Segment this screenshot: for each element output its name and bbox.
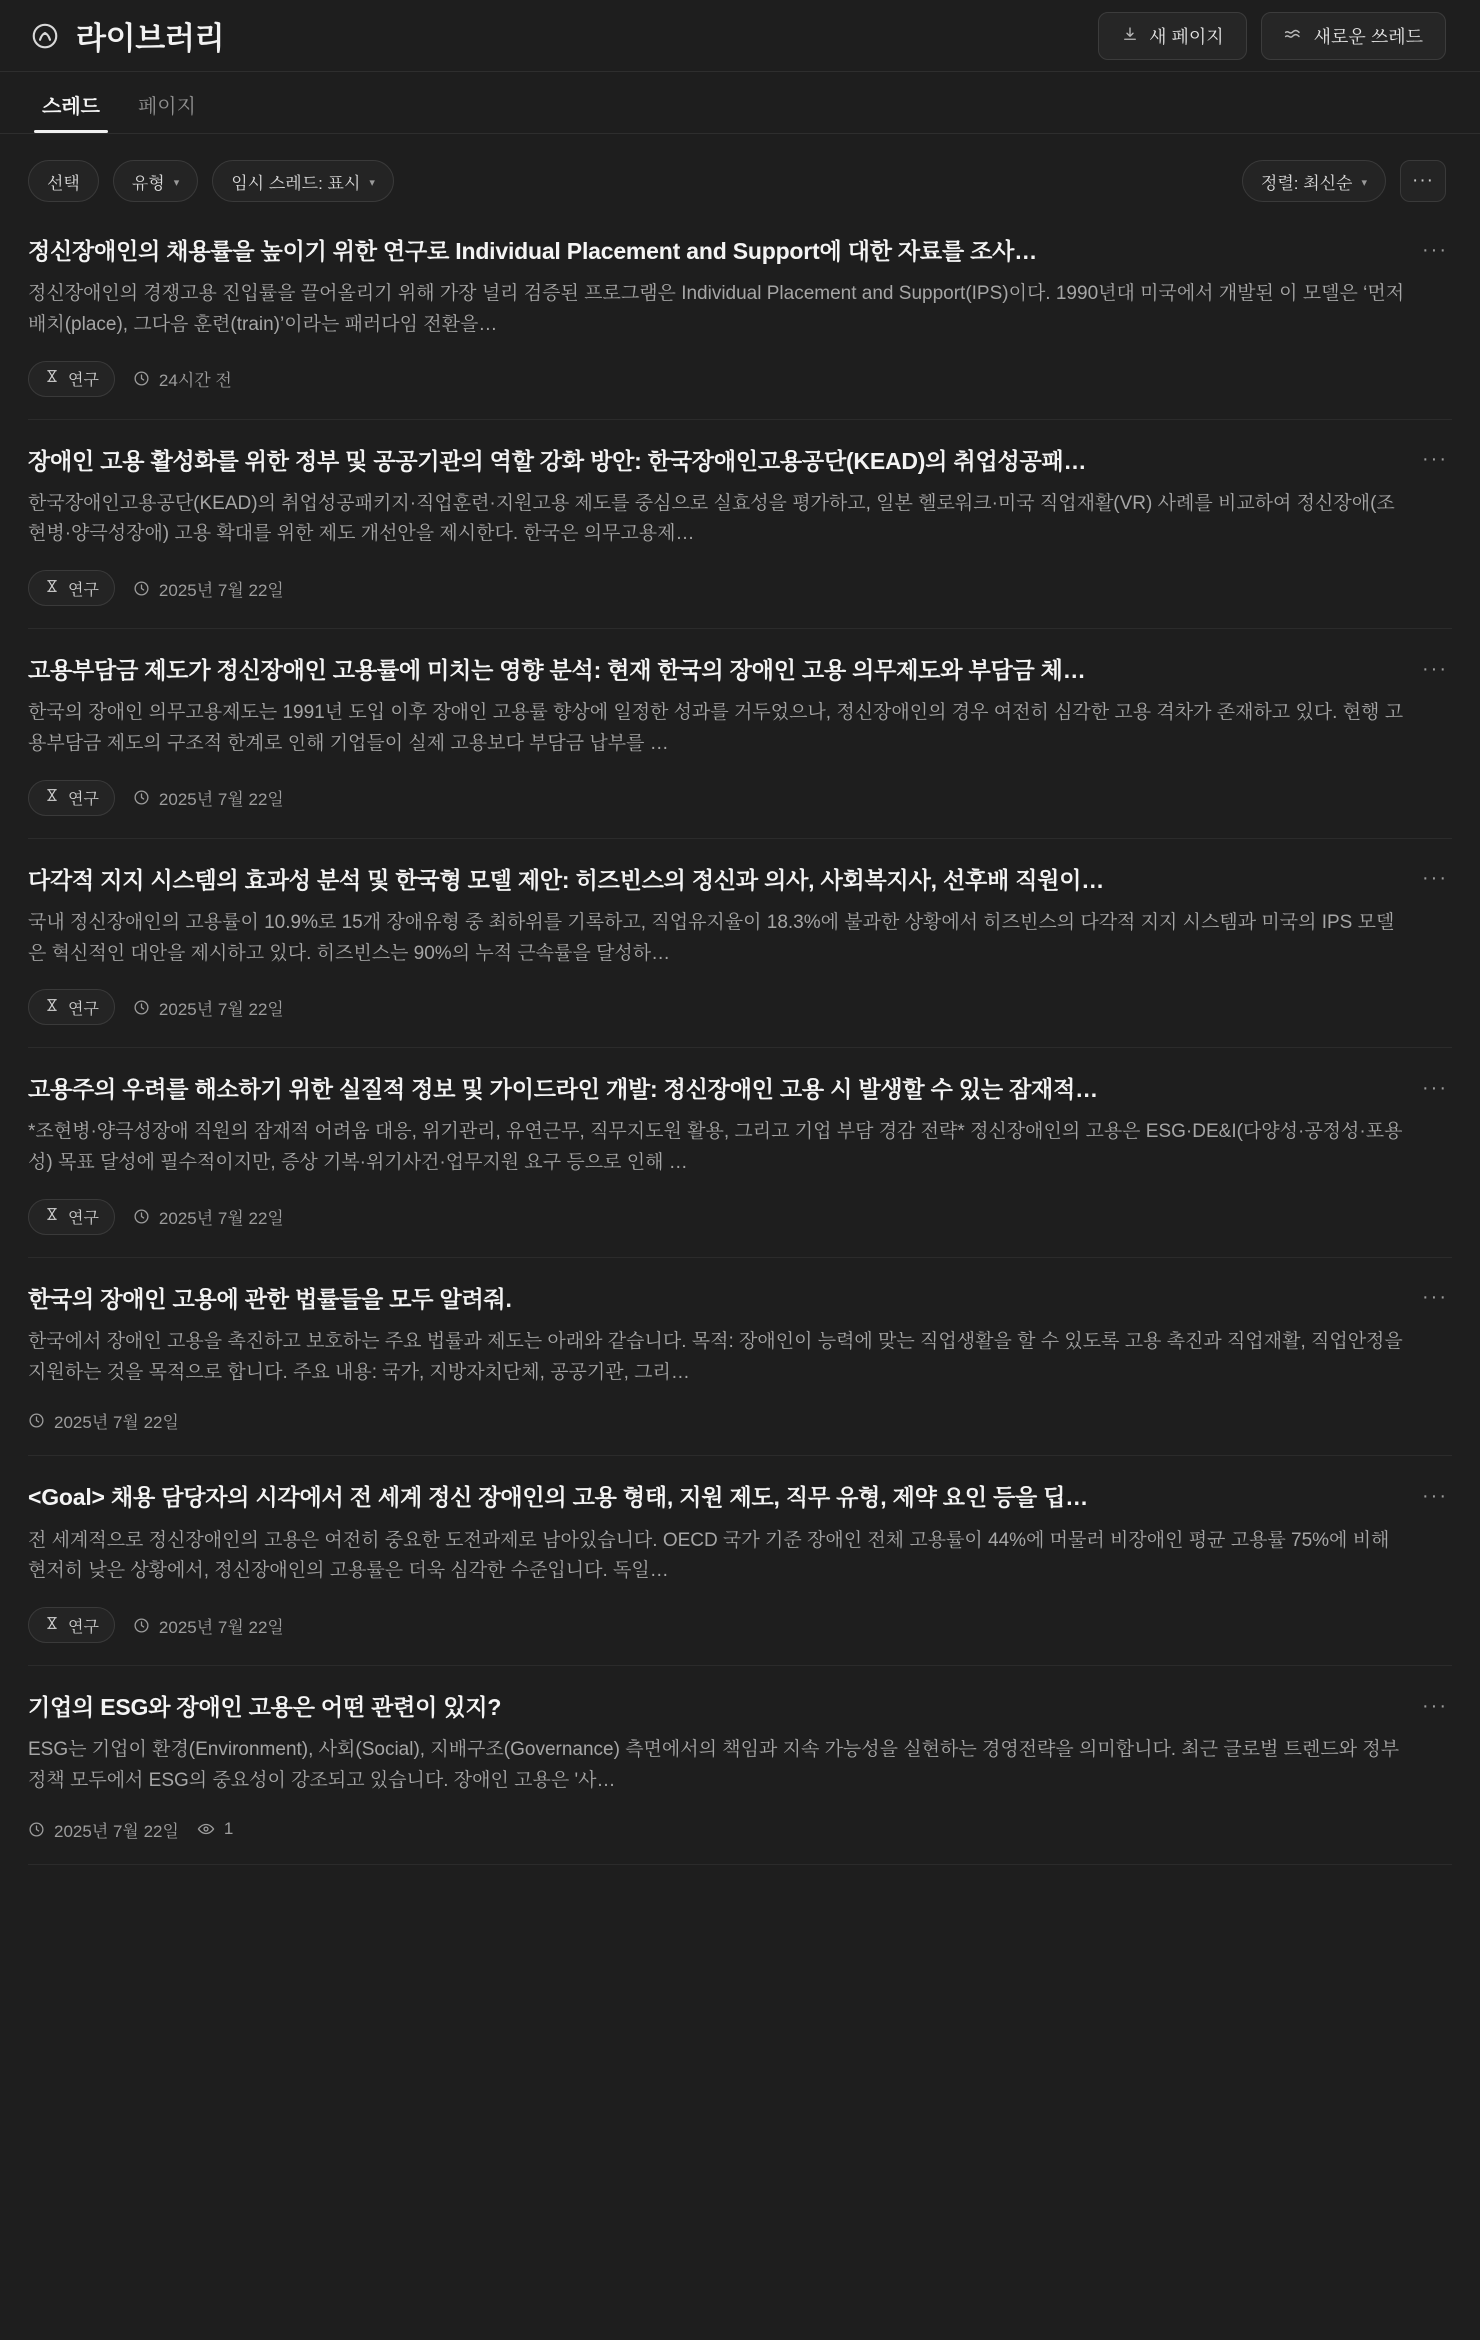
thread-tag-label: 연구 bbox=[68, 1210, 99, 1228]
thread-views-count: 1 bbox=[223, 1819, 234, 1839]
thread-date-label: 2025년 7월 22일 bbox=[158, 1617, 284, 1637]
sort-dropdown[interactable] bbox=[1242, 160, 1386, 202]
thread-meta bbox=[28, 1408, 1412, 1433]
thread-date bbox=[133, 1204, 284, 1229]
thread-snippet: 정신장애인의 경쟁고용 진입률을 끌어올리기 위해 가장 널리 검증된 프로그램은 Individual Placement and Support(IPS)이다. 1990년대 미국에서 개발된 이 모델은 ‘먼저 배치(place), 그다음 훈련(train)’이라는 패러다임 전환을… bbox=[28, 283, 1405, 335]
thread-tag bbox=[28, 1607, 115, 1643]
thread-title[interactable]: 정신장애인의 채용률을 높이기 위한 연구로 Individual Placement and Support에 대한 자료를 조사… bbox=[28, 238, 1037, 264]
thread-title[interactable]: 한국의 장애인 고용에 관한 법률들을 모두 알려줘. bbox=[28, 1285, 512, 1312]
research-flask-icon bbox=[44, 997, 60, 1018]
new-thread-label: 새로운 쓰레드 bbox=[1313, 26, 1423, 47]
more-options-button[interactable] bbox=[1400, 160, 1446, 202]
thread-meta bbox=[28, 361, 1412, 397]
thread-date-label: 2025년 7월 22일 bbox=[158, 999, 284, 1019]
new-page-button[interactable] bbox=[1098, 12, 1247, 60]
thread-meta bbox=[28, 1199, 1412, 1235]
thread-list bbox=[0, 224, 1480, 1865]
thread-date-label: 2025년 7월 22일 bbox=[158, 790, 284, 810]
thread-tag-label: 연구 bbox=[68, 1000, 99, 1018]
tab-pages[interactable]: 페이지 bbox=[124, 90, 210, 133]
thread-snippet: 한국의 장애인 의무고용제도는 1991년 도입 이후 장애인 고용률 향상에 일정한 성과를 거두었으나, 정신장애인의 경우 여전히 심각한 고용 격차가 존재하고 있다. 현행 고용부담금 제도의 구조적 한계로 인해 기업들이 실제 고용보다 부담금 납부를 … bbox=[28, 702, 1404, 754]
research-flask-icon bbox=[44, 1615, 60, 1636]
research-flask-icon bbox=[44, 368, 60, 389]
thread-meta bbox=[28, 570, 1412, 606]
clock-icon bbox=[28, 1412, 45, 1429]
thread-date-label: 2025년 7월 22일 bbox=[54, 1821, 179, 1841]
thread-date bbox=[28, 1817, 179, 1842]
thread-date-label: 2025년 7월 22일 bbox=[158, 1209, 284, 1229]
thread-more-button[interactable]: ··· bbox=[1422, 867, 1448, 890]
ellipsis-icon: ··· bbox=[1412, 170, 1434, 191]
clock-icon bbox=[28, 1821, 45, 1838]
chevron-down-icon: ▾ bbox=[1361, 176, 1367, 189]
thread-tag bbox=[28, 570, 115, 606]
compass-icon bbox=[28, 19, 62, 53]
thread-more-button[interactable]: ··· bbox=[1422, 448, 1448, 471]
thread-more-button[interactable]: ··· bbox=[1422, 657, 1448, 680]
thread-date bbox=[133, 576, 284, 601]
thread-title[interactable]: 장애인 고용 활성화를 위한 정부 및 공공기관의 역할 강화 방안: 한국장애인고용공단(KEAD)의 취업성공패… bbox=[28, 447, 1087, 474]
thread-title[interactable]: 기업의 ESG와 장애인 고용은 어떤 관련이 있지? bbox=[28, 1694, 502, 1721]
clock-icon bbox=[133, 1208, 150, 1225]
thread-tag bbox=[28, 361, 115, 397]
clock-icon bbox=[133, 789, 150, 806]
thread-date-label: 2025년 7월 22일 bbox=[54, 1413, 179, 1433]
waves-icon bbox=[1284, 26, 1304, 45]
thread-date bbox=[133, 995, 284, 1020]
tab-threads[interactable]: 스레드 bbox=[28, 90, 114, 133]
thread-snippet: 한국장애인고용공단(KEAD)의 취업성공패키지·직업훈련·지원고용 제도를 중심으로 실효성을 평가하고, 일본 헬로워크·미국 직업재활(VR) 사례를 비교하여 정신장애(조현병·양극성장애) 고용 확대를 위한 제도 개선안을 제시한다. 한국은 의무고용제… bbox=[28, 492, 1395, 545]
thread-more-button[interactable]: ··· bbox=[1422, 1484, 1448, 1507]
thread-item[interactable] bbox=[28, 420, 1452, 630]
thread-snippet: *조현병·양극성장애 직원의 잠재적 어려움 대응, 위기관리, 유연근무, 직무지도원 활용, 그리고 기업 부담 경감 전략* 정신장애인의 고용은 ESG·DE&I(다양성·공정성·포용성) 목표 달성에 필수적이지만, 증상 기복·위기사건·업무지원 요구 등으로 인해 … bbox=[28, 1121, 1403, 1174]
thread-date-label: 2025년 7월 22일 bbox=[158, 580, 284, 600]
research-flask-icon bbox=[44, 1206, 60, 1227]
thread-tag-label: 연구 bbox=[68, 1618, 99, 1636]
thread-tag bbox=[28, 1199, 115, 1235]
thread-snippet: ESG는 기업이 환경(Environment), 사회(Social), 지배구조(Governance) 측면에서의 책임과 지속 가능성을 실현하는 경영전략을 의미합니다. 최근 글로벌 트렌드와 정부 정책 모두에서 ESG의 중요성이 강조되고 있습니다. 장애인 고용은 '사… bbox=[28, 1739, 1400, 1791]
new-thread-button[interactable] bbox=[1261, 12, 1446, 60]
thread-item[interactable] bbox=[28, 839, 1452, 1049]
thread-item[interactable] bbox=[28, 1456, 1452, 1666]
type-filter[interactable] bbox=[113, 160, 198, 202]
thread-item[interactable] bbox=[28, 1048, 1452, 1258]
clock-icon bbox=[133, 1617, 150, 1634]
download-page-icon bbox=[1121, 25, 1139, 46]
thread-snippet: 전 세계적으로 정신장애인의 고용은 여전히 중요한 도전과제로 남아있습니다. OECD 국가 기준 장애인 전체 고용률이 44%에 머물러 비장애인 평균 고용률 75%에 비해 현저히 낮은 상황에서, 정신장애인의 고용률은 더욱 심각한 수준입니다. 독일… bbox=[28, 1529, 1390, 1582]
thread-snippet: 한국에서 장애인 고용을 촉진하고 보호하는 주요 법률과 제도는 아래와 같습니다. 목적: 장애인이 능력에 맞는 직업생활을 할 수 있도록 고용 촉진과 직업재활, 직업안정을 지원하는 것을 목적으로 합니다. 주요 내용: 국가, 지방자치단체, 공공기관, 그리… bbox=[28, 1330, 1403, 1383]
chevron-down-icon: ▾ bbox=[173, 176, 180, 189]
thread-date bbox=[133, 785, 284, 810]
thread-tag-label: 연구 bbox=[68, 581, 99, 599]
research-flask-icon bbox=[44, 578, 60, 599]
new-page-label: 새 페이지 bbox=[1149, 26, 1224, 47]
research-flask-icon bbox=[44, 787, 60, 808]
app-header bbox=[0, 0, 1480, 72]
clock-icon bbox=[133, 999, 150, 1016]
thread-item[interactable] bbox=[28, 224, 1452, 420]
brand bbox=[28, 13, 224, 58]
thread-date bbox=[133, 366, 232, 391]
temp-thread-filter-label: 임시 스레드: 표시 bbox=[231, 173, 361, 193]
filter-bar bbox=[0, 134, 1480, 224]
thread-tag-label: 연구 bbox=[68, 791, 99, 809]
clock-icon bbox=[133, 370, 150, 387]
thread-date-label: 24시간 전 bbox=[158, 371, 232, 391]
page-title: 라이브러리 bbox=[76, 21, 225, 56]
thread-more-button[interactable]: ··· bbox=[1422, 1076, 1448, 1099]
thread-date bbox=[133, 1613, 284, 1638]
type-filter-label: 유형 bbox=[131, 173, 165, 193]
thread-title[interactable]: 고용부담금 제도가 정신장애인 고용률에 미치는 영향 분석: 현재 한국의 장애인 고용 의무제도와 부담금 체… bbox=[28, 657, 1086, 684]
thread-meta bbox=[28, 780, 1412, 816]
thread-date bbox=[28, 1408, 179, 1433]
thread-views bbox=[197, 1819, 233, 1839]
thread-more-button[interactable]: ··· bbox=[1422, 1694, 1448, 1717]
thread-tag bbox=[28, 989, 115, 1025]
thread-meta bbox=[28, 1817, 1412, 1842]
thread-title[interactable]: <Goal> 채용 담당자의 시각에서 전 세계 정신 장애인의 고용 형태, 지원 제도, 직무 유형, 제약 요인 등을 딥… bbox=[28, 1484, 1089, 1511]
thread-more-button[interactable]: ··· bbox=[1422, 1286, 1448, 1309]
thread-meta bbox=[28, 989, 1412, 1025]
chevron-down-icon: ▾ bbox=[369, 176, 375, 189]
tab-bar bbox=[0, 72, 1480, 134]
clock-icon bbox=[133, 580, 150, 597]
thread-snippet: 국내 정신장애인의 고용률이 10.9%로 15개 장애유형 중 최하위를 기록하고, 직업유지율이 18.3%에 불과한 상황에서 히즈빈스의 다각적 지지 시스템과 미국의 IPS 모델은 혁신적인 대안을 제시하고 있다. 히즈빈스는 90%의 누적 근속률을 달성하… bbox=[28, 911, 1395, 964]
thread-title[interactable]: 고용주의 우려를 해소하기 위한 실질적 정보 및 가이드라인 개발: 정신장애인 고용 시 발생할 수 있는 잠재적… bbox=[28, 1076, 1098, 1103]
header-actions bbox=[1098, 12, 1446, 60]
eye-icon bbox=[197, 1820, 215, 1838]
thread-tag-label: 연구 bbox=[68, 372, 99, 390]
thread-item[interactable] bbox=[28, 1666, 1452, 1865]
select-label: 선택 bbox=[47, 173, 80, 193]
select-button[interactable] bbox=[28, 160, 99, 202]
thread-meta bbox=[28, 1607, 1412, 1643]
thread-item[interactable] bbox=[28, 629, 1452, 839]
temp-thread-filter[interactable] bbox=[212, 160, 394, 202]
thread-title[interactable]: 다각적 지지 시스템의 효과성 분석 및 한국형 모델 제안: 히즈빈스의 정신과 의사, 사회복지사, 선후배 직원이… bbox=[28, 866, 1105, 893]
thread-more-button[interactable]: ··· bbox=[1422, 238, 1448, 261]
thread-tag bbox=[28, 780, 115, 816]
sort-label: 정렬: 최신순 bbox=[1260, 173, 1353, 193]
thread-item[interactable] bbox=[28, 1258, 1452, 1457]
